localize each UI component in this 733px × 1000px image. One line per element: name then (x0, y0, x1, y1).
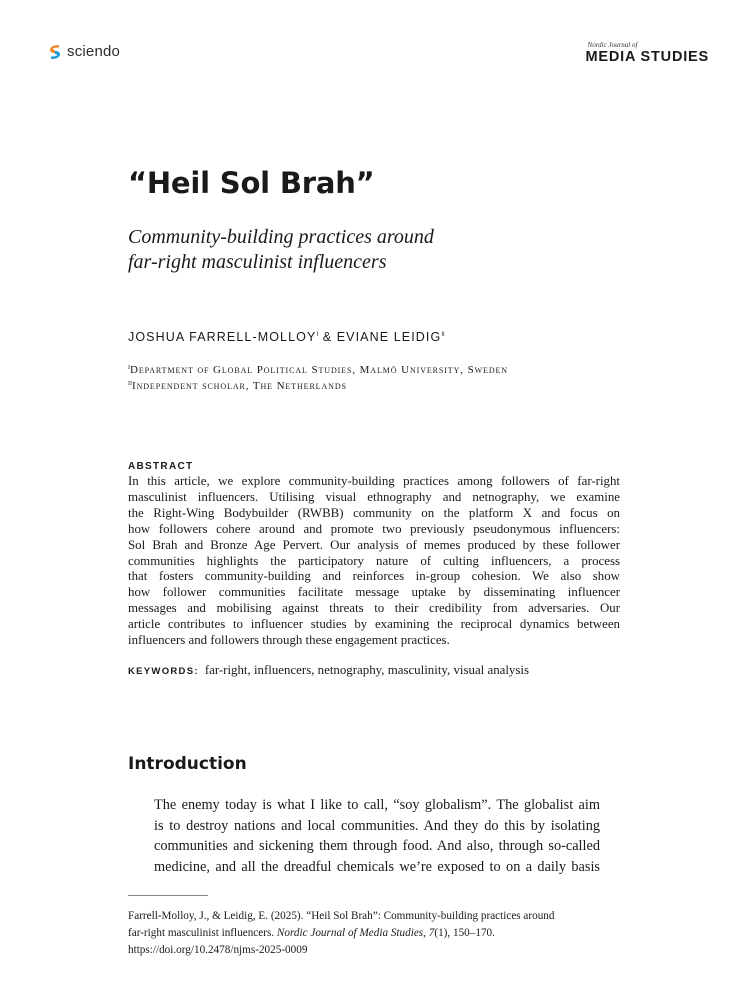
quote-line: communities and sickening them through food. And also, through so-called (154, 838, 600, 854)
author-name: JOSHUA FARRELL-MOLLOY (128, 330, 317, 344)
abstract-line: masculinist influencers. Utilising visual ethnography and netnography, we examine (128, 489, 620, 504)
affiliation-mark: I (316, 332, 319, 338)
author-list (128, 330, 445, 344)
keywords-text: far-right, influencers, netnography, masculinity, visual analysis (204, 663, 529, 677)
publisher-name: sciendo (67, 43, 121, 60)
abstract-line: communities highlights the participatory nature of culting influencers, a process (128, 553, 620, 568)
journal-name-big: MEDIA STUDIES (585, 49, 709, 65)
abstract-line: Sol Brah and Bronze Age Pervert. Our analysis of memes produced by these follower (128, 537, 620, 552)
footer-divider (128, 895, 208, 896)
subtitle-line: far-right masculinist influencers (128, 251, 387, 273)
abstract-line: messages and mobilising against threats to their credibility from adversaries. Our (128, 601, 620, 616)
subtitle-line: Community-building practices around (128, 226, 434, 248)
affiliation-mark: II (441, 332, 445, 338)
abstract-line: In this article, we explore community-building practices among followers of far-right (128, 474, 620, 488)
journal-name-small: Nordic Journal of (587, 41, 638, 49)
abstract-line: how follower communities facilitate message uptake by disseminating influencer (128, 585, 620, 600)
affiliation-text: Independent scholar, The Netherlands (132, 380, 347, 392)
abstract-line: article contributes to influencer studies by examining the reciprocal dynamics between (128, 617, 620, 632)
abstract-line: how followers cohere around and promote two previously pseudonymous influencers: (128, 521, 620, 536)
citation-line (128, 925, 648, 942)
citation-journal: Nordic Journal of Media Studies (276, 927, 424, 939)
abstract-body (128, 474, 620, 649)
journal-name (586, 41, 709, 65)
citation-doi-link[interactable]: https://doi.org/10.2478/njms-2025-0009 (128, 944, 308, 956)
quote-line: The enemy today is what I like to call, “soy globalism”. The globalist aim (154, 797, 600, 813)
quote-line: is to destroy nations and local communities. And they do this by isolating (154, 817, 600, 834)
citation-issue-pages: (1), 150–170. (434, 927, 495, 939)
citation-line: Farrell-Molloy, J., & Leidig, E. (2025). “Heil Sol Brah”: Community-building practices around (128, 910, 555, 922)
block-quote (154, 795, 600, 877)
affiliation-mark: I (128, 365, 130, 371)
affiliation-mark: II (128, 381, 132, 387)
affiliation-text: Department of Global Political Studies, Malmö University, Sweden (130, 364, 508, 376)
sciendo-logo-icon (48, 44, 62, 60)
abstract-line: influencers and followers through these engagement practices. (128, 633, 450, 648)
citation-separator: , (423, 927, 429, 939)
section-heading-introduction: Introduction (128, 754, 247, 774)
publisher-logo (48, 43, 120, 60)
article-subtitle (128, 225, 598, 275)
keywords (128, 663, 529, 678)
citation (128, 908, 648, 959)
citation-text: far-right masculinist influencers. (128, 927, 277, 939)
author-name: EVIANE LEIDIG (336, 330, 442, 344)
abstract-line: the Right-Wing Bodybuilder (RWBB) community on the platform X and focus on (128, 505, 620, 520)
abstract-line: that fosters community-building and reinforces in-group cohesion. We also show (128, 569, 620, 584)
affiliation-line (128, 361, 508, 377)
abstract-heading: ABSTRACT (128, 461, 194, 472)
author-separator: & (322, 330, 333, 344)
affiliations (128, 361, 508, 393)
affiliation-line (128, 377, 508, 393)
citation-volume: 7 (428, 927, 435, 939)
article-title: “Heil Sol Brah” (128, 166, 375, 200)
keywords-label: KEYWORDS: (128, 666, 199, 677)
quote-line: medicine, and all the dreadful chemicals we’re exposed to on a daily basis (154, 858, 600, 875)
